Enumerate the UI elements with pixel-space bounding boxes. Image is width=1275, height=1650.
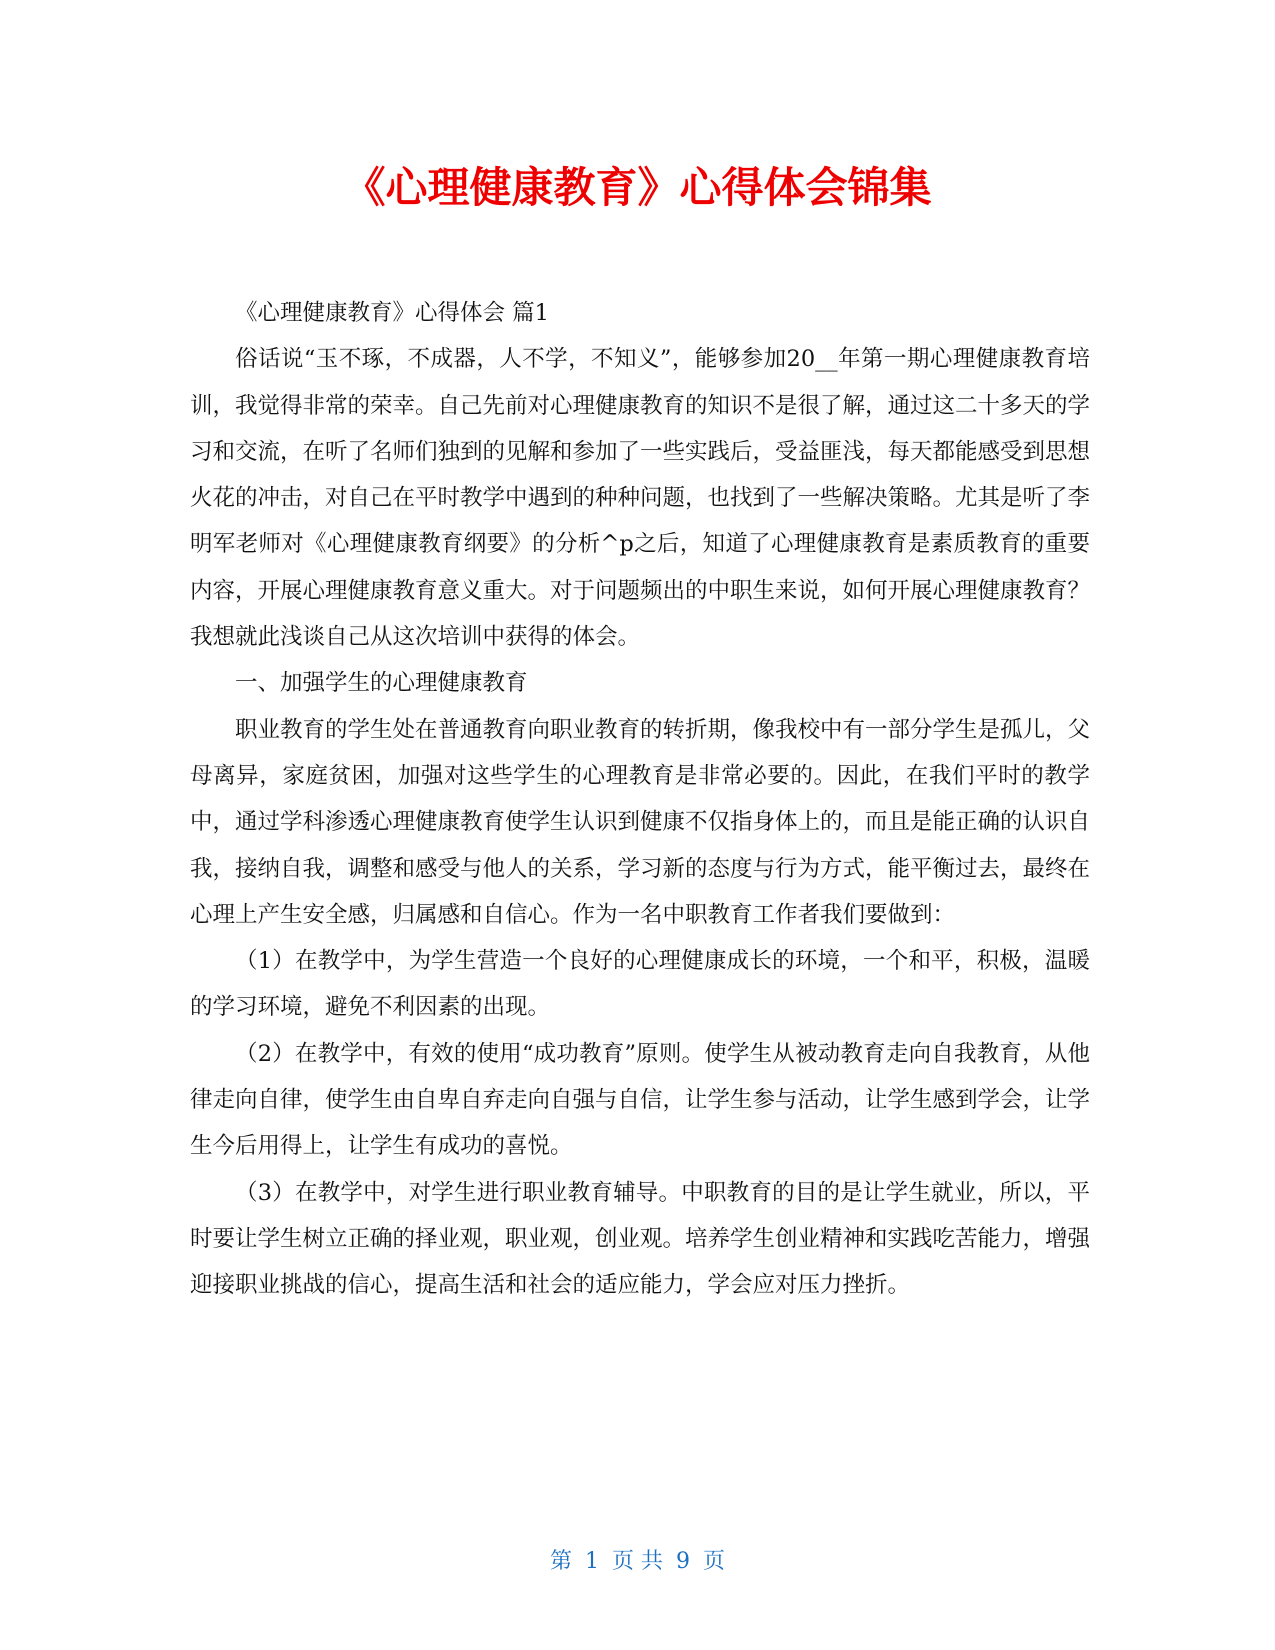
footer-suffix: 页 — [703, 1549, 726, 1574]
paragraph-body: 职业教育的学生处在普通教育向职业教育的转折期，像我校中有一部分学生是孤儿，父母离异，家庭贫困，加强对这些学生的心理教育是非常必要的。因此，在我们平时的教学中，通过学科渗透心理健康教育使学生认识到健康不仅指身体上的，而且是能正确的认识自我，接纳自我，调整和感受与他人的关系，学习新的态度与行为方式，能平衡过去，最终在心理上产生安全感，归属感和自信心。作为一名中职教育工作者我们要做到： — [190, 716, 1091, 928]
list-item-1: （1）在教学中，为学生营造一个良好的心理健康成长的环境，一个和平，积极，温暖的学习环境，避免不利因素的出现。 — [190, 948, 1090, 1021]
subheading: 一、加强学生的心理健康教育 — [235, 670, 528, 697]
footer-prefix: 第 — [549, 1549, 572, 1574]
section-heading: 《心理健康教育》心得体会 篇1 — [235, 300, 549, 326]
page-footer — [0, 1547, 1275, 1577]
list-item-3: （3）在教学中，对学生进行职业教育辅导。中职教育的目的是让学生就业，所以，平时要让学生树立正确的择业观，职业观，创业观。培养学生创业精神和实践吃苦能力，增强迎接职业挑战的信心，提高生活和社会的适应能力，学会应对压力挫折。 — [190, 1179, 1091, 1299]
list-item-2: （2）在教学中，有效的使用“成功教育”原则。使学生从被动教育走向自我教育，从他律走向自律，使学生由自卑自弃走向自强与自信，让学生参与活动，让学生感到学会，让学生今后用得上，让学生有成功的喜悦。 — [190, 1040, 1091, 1160]
footer-total-pages: 9 — [676, 1549, 690, 1574]
footer-page-number: 1 — [585, 1549, 599, 1574]
document-title: 《心理健康教育》心得体会锦集 — [343, 163, 932, 212]
footer-middle: 页 共 — [612, 1549, 663, 1574]
document-body — [190, 290, 1090, 1309]
paragraph-intro: 俗话说“玉不琢，不成器，人不学，不知义”，能够参加20__年第一期心理健康教育培训，我觉得非常的荣幸。自己先前对心理健康教育的知识不是很了解，通过这二十多天的学习和交流，在听了名师们独到的见解和参加了一些实践后，受益匪浅，每天都能感受到思想火花的冲击，对自己在平时教学中遇到的种种问题，也找到了一些解决策略。尤其是听了李明军老师对《心理健康教育纲要》的分析^p之后，知道了心理健康教育是素质教育的重要内容，开展心理健康教育意义重大。对于问题频出的中职生来说，如何开展心理健康教育？我想就此浅谈自己从这次培训中获得的体会。 — [190, 346, 1091, 651]
